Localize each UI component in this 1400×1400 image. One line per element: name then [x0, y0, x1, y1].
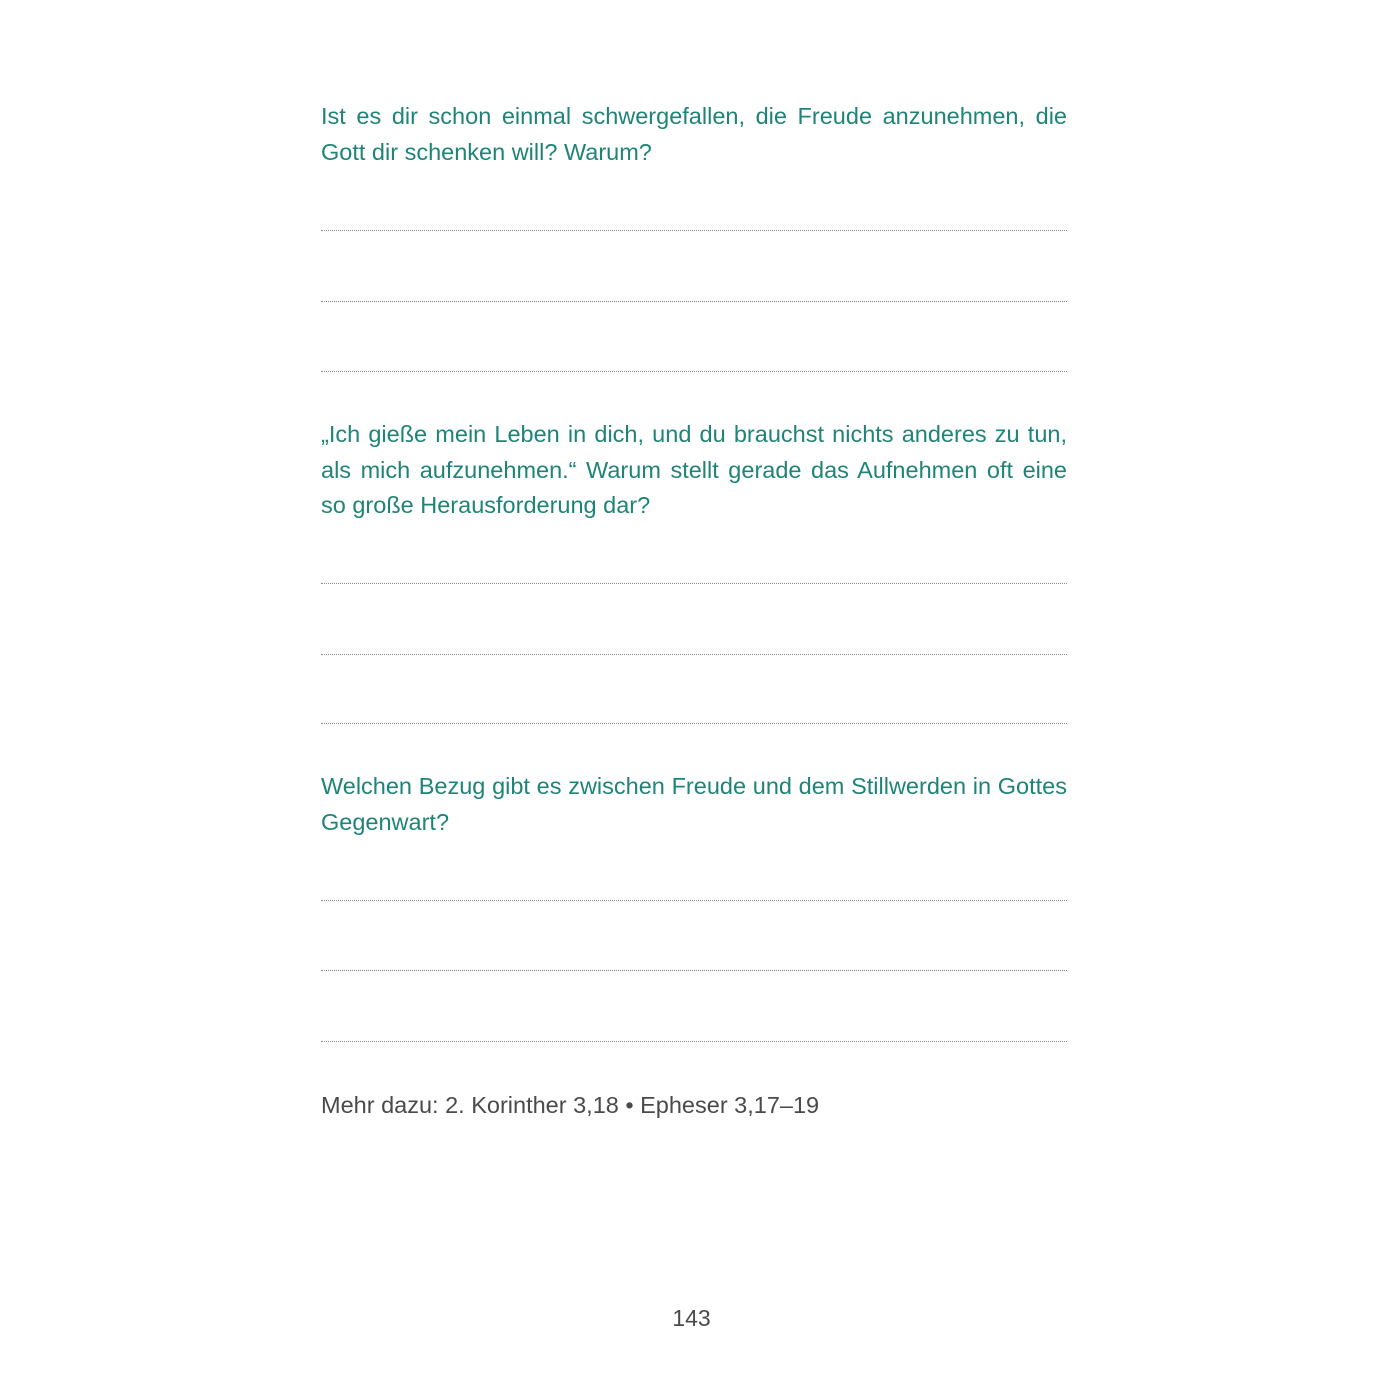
question-3: Welchen Bezug gibt es zwischen Freude und dem Stillwerden in Gottes Gegenwart? [321, 773, 1067, 835]
question-1: Ist es dir schon einmal schwergefallen, die Freude anzunehmen, die Gott dir schenken will? Warum? [321, 103, 1067, 165]
answer-line [321, 301, 1067, 302]
answer-line [321, 654, 1067, 655]
answer-line [321, 230, 1067, 231]
page-number: 143 [672, 1305, 711, 1331]
answer-line [321, 970, 1067, 971]
answer-line [321, 371, 1067, 372]
scripture-reference: Mehr dazu: 2. Korinther 3,18 • Epheser 3,17–19 [321, 1092, 820, 1118]
question-2: „Ich gieße mein Leben in dich, und du brauchst nichts anderes zu tun, als mich aufzunehmen.“ Warum stellt gerade das Aufnehmen oft eine so große Herausforderung dar? [321, 421, 1067, 518]
answer-line [321, 723, 1067, 724]
answer-line [321, 583, 1067, 584]
answer-line [321, 900, 1067, 901]
answer-line [321, 1041, 1067, 1042]
